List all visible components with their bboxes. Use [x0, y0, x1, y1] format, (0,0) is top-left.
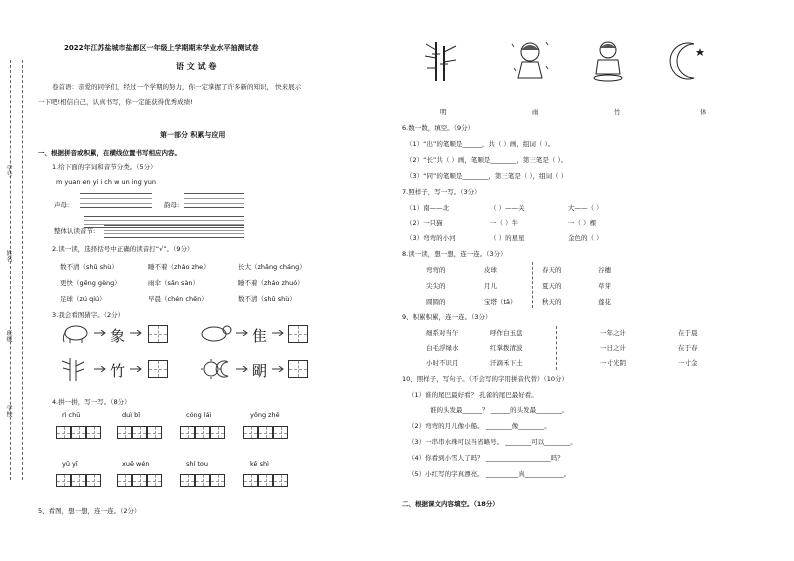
q1-label-initials: 声母: [54, 201, 70, 209]
glyph-ming: 朙 [252, 362, 268, 380]
q8-word: 弯弯的 [426, 266, 446, 274]
moon-icon [668, 40, 708, 82]
q7-cell: （1）南——北 [406, 204, 450, 212]
tian-grid[interactable] [273, 426, 288, 439]
section2-title: 二、根据课文内容填空。（18分） [402, 500, 499, 508]
tian-grid[interactable] [132, 474, 147, 487]
q9-word: 白毛浮绿水 [426, 344, 459, 352]
binding-line [22, 60, 23, 480]
q1-items: m yuan en yi i ch w un ing yun [56, 178, 156, 186]
q9-word: 呼作白玉盘 [490, 329, 523, 337]
pinyin-label: yǔ yī [62, 460, 78, 468]
animal-icon [200, 322, 232, 344]
q2-cell: 早晨（chén chēn） [148, 295, 208, 303]
tian-grid[interactable] [243, 474, 258, 487]
q6-title: 6.数一数，填空。（9分） [402, 124, 475, 132]
q6-row: （1）“出”的笔顺是______，共（ ）画，组词（ ）。 [406, 140, 555, 148]
arrow-icon [272, 366, 284, 372]
tian-grid[interactable] [210, 426, 225, 439]
pinyin-label: rì chū [62, 411, 81, 419]
q2-cell: 雨伞（sǎn sàn） [148, 279, 200, 287]
q2-cell: 数不清（shǔ shù） [238, 295, 296, 303]
glyph-elephant: 象 [110, 327, 126, 345]
page-title: 2022年江苏盐城市盐都区一年级上学期期末学业水平抽测试卷 [64, 44, 259, 52]
q9-word: 红掌拨清波 [490, 344, 523, 352]
q8-word: 圆圆的 [426, 298, 446, 306]
q8-word: 月儿 [484, 282, 497, 290]
tian-grid[interactable] [180, 474, 195, 487]
writing-line[interactable] [104, 225, 244, 238]
bamboo-icon [60, 356, 86, 382]
q8-word: 莲花 [598, 298, 611, 306]
q8-word: 谷穗 [598, 266, 611, 274]
q2-title: 2.读一读，选择括号中正确的读音打“√”。（9分） [52, 245, 194, 253]
answer-box[interactable] [148, 360, 168, 378]
q5-title: 5、看图，想一想，连一连。（2分） [38, 507, 141, 515]
q2-cell: 长大（zhǎng cháng） [238, 263, 306, 271]
divider [532, 262, 533, 308]
q10-row: （3）一串串水珠可以当省略号。 ________可以________。 [408, 438, 577, 446]
tian-grid[interactable] [71, 474, 86, 487]
binding-label-name: 姓名 [5, 250, 12, 262]
q2-cell: 睡不着（zháo zhuó） [238, 279, 304, 287]
arrow-icon [94, 366, 106, 372]
tian-grid[interactable] [147, 426, 162, 439]
picture-word: 竹 [614, 108, 621, 116]
q9-word: 一日之计 [600, 344, 626, 352]
q7-cell: （ ）——关 [490, 204, 525, 212]
tian-grid[interactable] [195, 426, 210, 439]
boy-resting-icon [588, 38, 628, 82]
q2-cell: 更快（gēng gèng） [60, 279, 121, 287]
q1-label-whole: 整体认读音节: [54, 227, 96, 235]
tian-grid[interactable] [56, 426, 71, 439]
writing-line[interactable] [80, 193, 152, 208]
q9-word: 一寸金 [678, 359, 698, 367]
section1-title: 一、根据拼音或积累，在横线位置书写相应内容。 [38, 149, 181, 157]
q1-label-finals: 韵母: [164, 201, 180, 209]
q8-word: 草芽 [598, 282, 611, 290]
divider [556, 326, 557, 370]
q9-word: 一年之计 [600, 329, 626, 337]
page-subtitle: 语 文 试 卷 [176, 62, 217, 71]
sun-moon-icon [200, 358, 234, 380]
arrow-icon [272, 330, 284, 336]
binding-line-inner [10, 60, 11, 480]
arrow-icon [130, 366, 142, 372]
tian-grid[interactable] [147, 474, 162, 487]
q8-word: 春天的 [542, 266, 562, 274]
arrow-icon [236, 330, 248, 336]
intro-line-2: 一下吧!相信自己，认真书写，你一定能获得优秀成绩! [38, 98, 193, 106]
q2-cell: 足球（zú qiú） [60, 295, 106, 303]
q9-word: 汗滴禾下土 [490, 359, 523, 367]
q7-cell: （2）一只猫 [406, 219, 443, 227]
tian-grid[interactable] [273, 474, 288, 487]
pinyin-label: xuě wén [122, 460, 150, 468]
pinyin-label: cóng lái [186, 411, 212, 419]
q7-cell: 大——（ ） [568, 204, 603, 212]
arrow-icon [94, 330, 106, 336]
arrow-icon [130, 330, 142, 336]
tian-grid[interactable] [71, 426, 86, 439]
glyph-ancient: 隹 [252, 327, 268, 345]
q9-word: 在于晨 [678, 329, 698, 337]
q6-row: （3）“同”的笔顺是________，第三笔是（ ），组词（ ） [406, 172, 568, 180]
q9-word: 细系对当午 [426, 329, 459, 337]
binding-label-school: 学校 [5, 405, 12, 417]
q8-word: 秋天的 [542, 298, 562, 306]
part1-title: 第一部分 积累与应用 [160, 131, 226, 139]
pinyin-label: yǒng zhě [250, 411, 280, 419]
q4-title: 4.拼一拼，写一写。（8分） [52, 398, 131, 406]
answer-box[interactable] [288, 360, 308, 378]
q8-word: 皮球 [484, 266, 497, 274]
bamboo-icon [422, 38, 458, 82]
q2-cell: 数不清（shǔ shù） [60, 263, 118, 271]
q7-cell: （3）弯弯的小河 [406, 234, 456, 242]
answer-box[interactable] [148, 325, 168, 343]
pinyin-label: shí tou [186, 460, 209, 468]
pinyin-label: duì bǐ [122, 411, 141, 419]
q9-word: 小时不识月 [426, 359, 459, 367]
picture-word: 明 [440, 108, 447, 116]
q6-row: （2）“长”共（ ）画，笔顺是________，第三笔是（ ）。 [406, 156, 568, 164]
q9-title: 9、积累积累，连一连。（3分） [402, 313, 492, 321]
picture-word: 雨 [532, 108, 539, 116]
q9-word: 一寸光阴 [600, 359, 626, 367]
q7-title: 7.照样子，写一写。（3分） [402, 188, 481, 196]
elephant-icon [60, 322, 90, 344]
q7-cell: （ ）的星星 [490, 234, 525, 242]
q8-word: 尖尖的 [426, 282, 446, 290]
binding-label-class: 班级 [5, 330, 12, 342]
q2-cell: 睡不着（zháo zhe） [148, 263, 210, 271]
tian-grid[interactable] [258, 474, 273, 487]
q10-row: （4）你看到小雪人了吗？ ____________________吗？ [408, 454, 564, 462]
q1-title: 1.给下面的字词和音节分类。（5分） [52, 163, 157, 171]
answer-box[interactable] [288, 325, 308, 343]
tian-grid[interactable] [243, 426, 258, 439]
tian-grid[interactable] [180, 426, 195, 439]
q9-word: 在于春 [678, 344, 698, 352]
tian-grid[interactable] [117, 474, 132, 487]
tian-grid[interactable] [117, 426, 132, 439]
q10-row: 谁的头发最______？ ______的头发最________。 [430, 406, 569, 414]
binding-label-id: 学号 [5, 165, 12, 177]
picture-word: 休 [700, 108, 707, 116]
tian-grid[interactable] [258, 426, 273, 439]
q7-cell: 一（ ）棵 [568, 219, 597, 227]
writing-line[interactable] [184, 193, 244, 208]
q8-title: 8.读一读，想一想，连一连。（3分） [402, 250, 507, 258]
tian-grid[interactable] [56, 474, 71, 487]
arrow-icon [236, 366, 248, 372]
q7-cell: 一（ ）牛 [490, 219, 519, 227]
intro-line-1: 卷首语：亲爱的同学们，经过一个学期的努力，你一定掌握了许多新的知识， 快来展示 [52, 83, 302, 91]
q7-cell: 金色的（ ） [568, 234, 603, 242]
q10-row: （5）小红写的字真漂亮。 __________真____________。 [408, 470, 571, 478]
q3-title: 3.我会看图猜字。（2分） [52, 311, 125, 319]
girl-in-rain-icon [508, 38, 552, 82]
q10-row: （1）谁的尾巴最好看？ 孔雀的尾巴最好看。 [408, 391, 538, 399]
tian-grid[interactable] [132, 426, 147, 439]
tian-grid[interactable] [86, 474, 101, 487]
q8-word: 夏天的 [542, 282, 562, 290]
q8-word: 宝塔（tǎ） [484, 298, 517, 306]
q10-title: 10、照样子，写句子。（不会写的字用拼音代替）（10分） [402, 375, 569, 383]
q10-row: （2）弯弯的月儿像小船。 ________像________。 [408, 422, 551, 430]
tian-grid[interactable] [86, 426, 101, 439]
tian-grid[interactable] [210, 474, 225, 487]
glyph-bamboo: 竹 [110, 362, 126, 380]
pinyin-label: kě shì [250, 460, 269, 468]
tian-grid[interactable] [195, 474, 210, 487]
